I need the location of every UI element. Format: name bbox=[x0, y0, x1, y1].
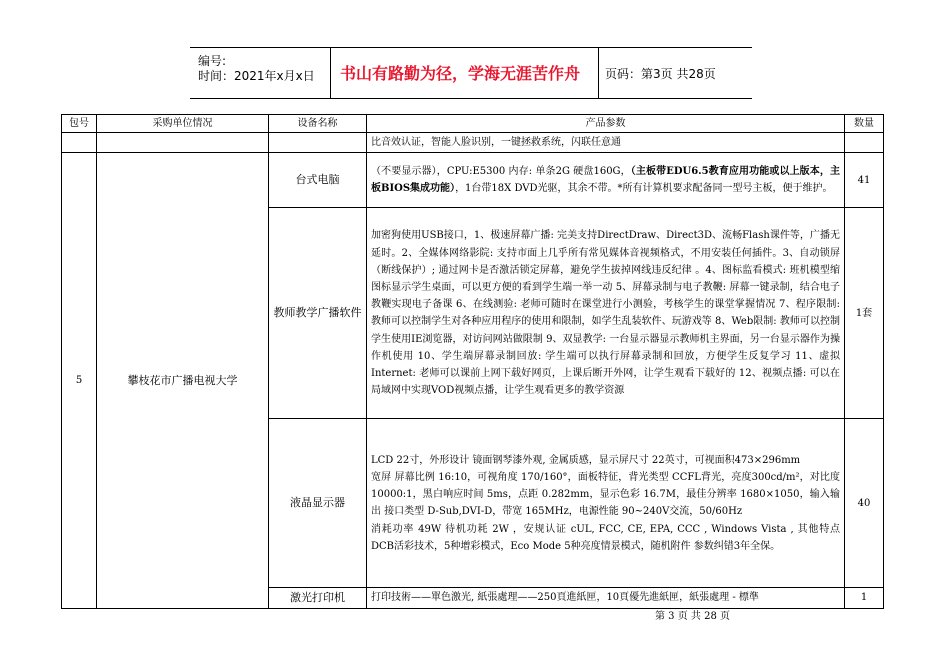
header-meta bbox=[198, 54, 315, 84]
procurement-table bbox=[61, 114, 884, 609]
col-params: 产品参数 bbox=[367, 115, 845, 133]
table-row bbox=[62, 133, 884, 153]
col-qty: 数量 bbox=[845, 115, 884, 133]
page-header bbox=[190, 47, 752, 99]
device-params bbox=[367, 419, 845, 588]
header-page-label: 页码：第3页 共28页 bbox=[605, 67, 716, 81]
param-line: LCD 22寸，外形设计 镜面钢琴漆外观, 金属质感，显示屏尺寸 22英寸，可视面积473×296mm bbox=[371, 454, 801, 466]
table-header-row bbox=[62, 115, 884, 133]
device-qty: 41 bbox=[845, 153, 884, 208]
param-line: 宽屏 屏幕比例 16:10，可视角度 170/160°，面板特征，背光类型 CCFL背光，亮度300cd/m²，对比度 10000:1，黑白响应时间 5ms，点距 0.282mm，显示色彩 16.7M，最佳分辨率 1680×1050，输入输出 接口类型 D-Sub,DVI-D，带宽 165MHz，电源性能 90~240V交流，50/60Hz bbox=[371, 472, 840, 518]
header-divider bbox=[598, 48, 599, 98]
device-qty: 40 bbox=[845, 419, 884, 588]
device-name: 液晶显示器 bbox=[269, 419, 367, 588]
device-params: （不要显示器），CPU:E5300 内存: 单条2G 硬盘160G，（主板带EDU6.5教育应用功能或以上版本，主板BIOS集成功能），1台带18X DVD光驱，其余不带。*所有计算机要求配备同一型号主板，便于维护。 bbox=[367, 153, 845, 208]
table-row bbox=[62, 153, 884, 208]
col-package: 包号 bbox=[62, 115, 97, 133]
time-label: 时间：2021年x月x日 bbox=[198, 69, 315, 83]
device-qty: 1套 bbox=[845, 208, 884, 419]
device-qty: 1 bbox=[845, 588, 884, 608]
device-params: 打印技術——單色激光, 紙張處理——250頁進紙匣，10頁優先進紙匣，紙張處理 - 標準 bbox=[367, 588, 845, 608]
device-params: 加密狗使用USB接口，1、极速屏幕广播: 完美支持DirectDraw、Direct3D、流畅Flash课件等，广播无延时。2、全媒体网络影院: 支持市面上几乎所有常见媒体音视频格式，不用安装任何插件。3、自动锁屏（断线保护）; 通过网卡是否激活锁定屏幕，避免学生拔掉网线违反纪律 。4、图标监看模式: 班机模型缩图标显示学生桌面，可以更方便的看到学生端一举一动 5、屏幕录制与电子教鞭: 屏幕一键录制，结合电子教鞭实现电子备课 6、在线测验: 老师可随时在课堂进行小测验，考核学生的课堂掌握情况 7、程序限制: 教师可以控制学生对各种应用程序的使用和限制，如学生乱装软件、玩游戏等 8、Web限制: 教师可以控制学生使用IE浏览器，对访问网站做限制 9、双显教学: 一台显示器显示教师机主界面，另一台显示器作为操作机使用 10、学生端屏幕录制回放: 学生端可以执行屏幕录制和回放，方便学生反复学习 11、虚拟Internet: 老师可以课前上网下载好网页，上课后断开外网，让学生观看下载好的 12、视频点播: 可以在局域网中实现VOD视频点播，让学生观看更多的教学资源 bbox=[367, 208, 845, 419]
device-name: 台式电脑 bbox=[269, 153, 367, 208]
device-name: 教师教学广播软件 bbox=[269, 208, 367, 419]
package-number: 5 bbox=[62, 153, 97, 608]
procuring-unit: 攀枝花市广播电视大学 bbox=[97, 153, 269, 608]
col-device: 设备名称 bbox=[269, 115, 367, 133]
col-unit: 采购单位情况 bbox=[97, 115, 269, 133]
device-name: 激光打印机 bbox=[269, 588, 367, 608]
number-label: 编号: bbox=[198, 54, 227, 68]
page-footer: 第 3 页 共 28 页 bbox=[655, 611, 730, 622]
header-motto: 书山有路勤为径，学海无涯苦作舟 bbox=[340, 64, 581, 83]
header-divider bbox=[330, 48, 331, 98]
param-line: 消耗功率 49W 待机功耗 2W ，安规认证 cUL, FCC, CE, EPA, CCC , Windows Vista , 其他特点 DCB活彩技术，5种增彩模式，Eco Mode 5种亮度情景模式，随机附件 参数纠错3年全保。 bbox=[371, 523, 840, 552]
continuation-params: 比音效认证，智能人脸识别，一键拯救系统，闪联任意通 bbox=[367, 133, 845, 153]
